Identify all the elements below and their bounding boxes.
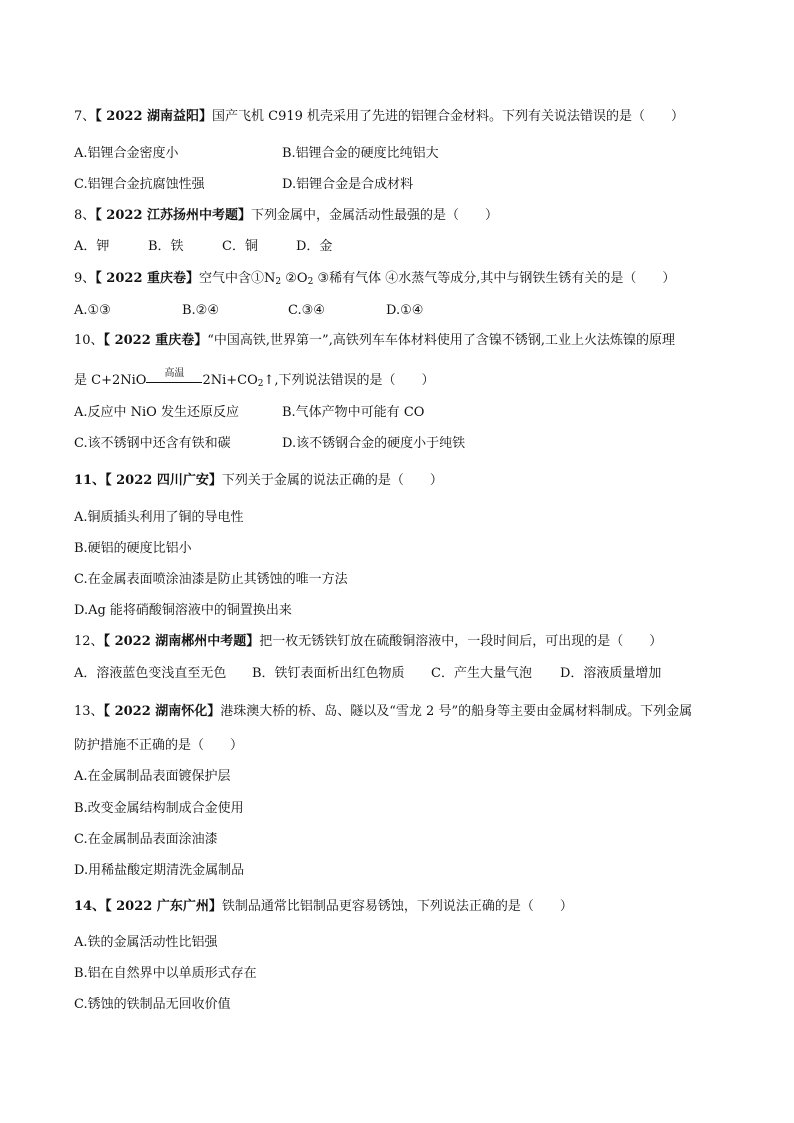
- option-a: A.①③: [74, 303, 111, 318]
- question-source: 【 2022 四川广安】: [105, 473, 222, 488]
- question-number: 13、: [74, 704, 104, 719]
- question-stem: [74, 473, 443, 489]
- option-b: B.气体产物中可能有 CO: [282, 405, 425, 420]
- option-a: A.反应中 NiO 发生还原反应: [74, 405, 239, 420]
- question-text: ③稀有气体 ④水蒸气等成分,其中与钢铁生锈有关的是（ ）: [313, 271, 676, 286]
- option-d: D.该不锈钢合金的硬度小于纯铁: [282, 436, 466, 451]
- question-source: 【 2022 重庆卷】: [103, 333, 208, 348]
- question-number: 14、: [74, 899, 106, 914]
- question-stem: [74, 109, 684, 125]
- reaction-equation: [74, 368, 435, 389]
- option-b: B.②④: [182, 303, 219, 318]
- question-source: 【 2022 湖南益阳】: [95, 109, 213, 124]
- question-text: ②O: [281, 271, 308, 286]
- option-a: A.铝锂合金密度小: [74, 146, 179, 161]
- subscript: 2: [257, 379, 264, 389]
- option-a: A．溶液蓝色变浅直至无色: [74, 666, 227, 681]
- option-c: C.该不锈钢中还含有铁和碳: [74, 436, 231, 451]
- question-stem-continued: 防护措施不正确的是（ ）: [74, 738, 244, 753]
- option-c: C.在金属制品表面涂油漆: [74, 832, 218, 847]
- question-number: 9、: [74, 271, 96, 286]
- question-text: 是 C+2NiO: [74, 373, 147, 388]
- option-c: C.锈蚀的铁制品无回收价值: [74, 997, 231, 1012]
- question-text: ↑,下列说法错误的是（ ）: [263, 373, 435, 388]
- question-text: 国产飞机 C919 机壳采用了先进的铝锂合金材料。下列有关说法错误的是（ ）: [212, 109, 685, 124]
- question-text: 下列关于金属的说法正确的是（ ）: [221, 473, 443, 488]
- question-stem: [74, 634, 662, 650]
- condition-label: 高温: [164, 368, 185, 379]
- question-source: 【 2022 湖南怀化】: [103, 704, 221, 719]
- option-b: B．铁钉表面析出红色物质: [252, 666, 405, 681]
- option-b: B.铝锂合金的硬度比纯铝大: [282, 146, 439, 161]
- question-number: 12、: [74, 634, 104, 649]
- option-a: A.在金属制品表面镀保护层: [74, 769, 231, 784]
- subscript: 2: [275, 277, 282, 287]
- option-c: C.③④: [288, 303, 325, 318]
- question-source: 【 2022 湖南郴州中考题】: [103, 634, 260, 649]
- option-b: B.改变金属结构制成合金使用: [74, 801, 244, 816]
- question-stem: [74, 899, 573, 915]
- question-number: 7、: [74, 109, 96, 124]
- option-b: B.硬铝的硬度比铝小: [74, 541, 192, 556]
- question-text: 下列金属中，金属活动性最强的是（ ）: [251, 208, 499, 223]
- question-text: 2Ni+CO: [202, 373, 258, 388]
- option-b: B.铝在自然界中以单质形式存在: [74, 966, 257, 981]
- option-d: D．金: [296, 239, 333, 254]
- option-d: D.①④: [386, 303, 424, 318]
- condition-line: [146, 382, 202, 383]
- question-source: 【 2022 广东广州】: [105, 899, 222, 914]
- option-a: A．钾: [74, 239, 110, 254]
- subscript: 2: [307, 277, 314, 287]
- option-c: C．产生大量气泡: [431, 666, 532, 681]
- option-c: C.铝锂合金抗腐蚀性强: [74, 177, 205, 192]
- question-number: 8、: [74, 208, 96, 223]
- question-stem: [74, 333, 675, 349]
- question-number: 11、: [74, 473, 106, 488]
- question-number: 10、: [74, 333, 104, 348]
- question-text: 空气中含①N: [199, 271, 276, 286]
- option-b: B．铁: [148, 239, 184, 254]
- question-stem: [74, 208, 498, 224]
- question-text: “中国高铁,世界第一”,高铁列车车体材料使用了含镍不锈钢,工业上火法炼镍的原理: [207, 333, 675, 348]
- option-a: A.铜质插头利用了铜的导电性: [74, 510, 244, 525]
- question-text: 铁制品通常比铝制品更容易锈蚀，下列说法正确的是（ ）: [221, 899, 573, 914]
- option-c: C．铜: [222, 239, 258, 254]
- option-c: C.在金属表面喷涂油漆是防止其锈蚀的唯一方法: [74, 572, 348, 587]
- option-d: D.Ag 能将硝酸铜溶液中的铜置换出来: [74, 603, 292, 618]
- option-d: D.用稀盐酸定期清洗金属制品: [74, 863, 245, 878]
- reaction-condition: [146, 368, 202, 389]
- question-text: 港珠澳大桥的桥、岛、隧以及“雪龙 2 号”的船身等主要由金属材料制成。下列金属: [220, 704, 693, 719]
- question-stem: [74, 271, 675, 287]
- question-stem: [74, 704, 692, 720]
- question-source: 【 2022 重庆卷】: [95, 271, 200, 286]
- option-d: D．溶液质量增加: [560, 666, 662, 681]
- question-source: 【 2022 江苏扬州中考题】: [95, 208, 252, 223]
- option-d: D.铝锂合金是合成材料: [282, 177, 414, 192]
- option-a: A.铁的金属活动性比铝强: [74, 935, 218, 950]
- question-text: 把一枚无锈铁钉放在硫酸铜溶液中，一段时间后，可出现的是（ ）: [259, 634, 663, 649]
